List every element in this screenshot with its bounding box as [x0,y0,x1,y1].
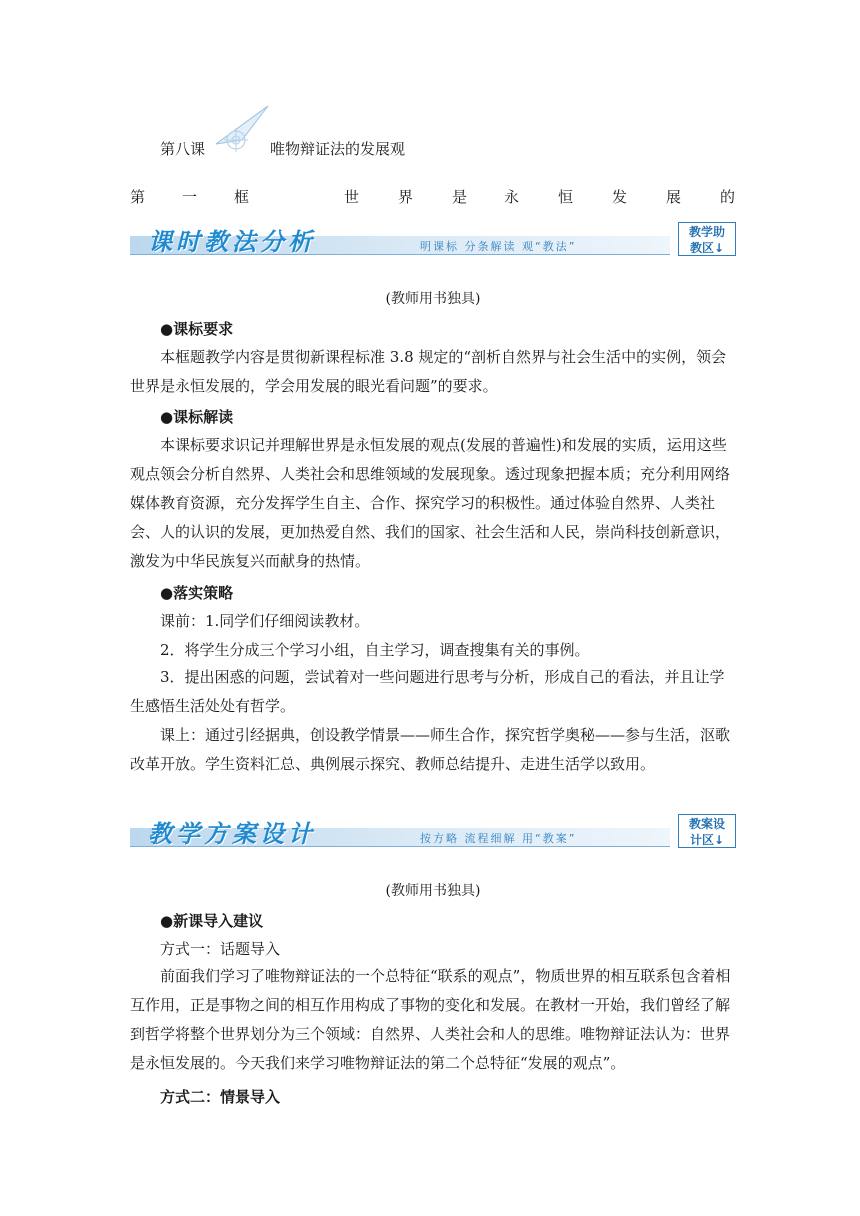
text-line: 方式一：话题导入 [160,940,281,958]
paragraph: 课上：通过引经据典，创设教学情景——师生合作，探究哲学奥秘——参与生活，沤歌改革开放。学生资料汇总、典例展示探究、教师总结提升、走进生活学以致用。 [130,726,731,773]
section-title-char: 框 [234,188,250,206]
teacher-note: (教师用书独具) [385,291,481,307]
section-title-char: 一 [182,188,198,206]
paragraph: 本框题教学内容是贯彻新课程标准 3.8 规定的“剖析自然界与社会生活中的实例，领会世界是永恒发展的，学会用发展的眼光看问题”的要求。 [130,348,727,395]
section-title-char: 恒 [558,188,574,206]
paragraph: 前面我们学习了唯物辩证法的一个总特征“联系的观点”，物质世界的相互联系包含着相互作用，正是事物之间的相互作用构成了事物的变化和发展。在教材一开始，我们曾经了解到哲学将整个世界划分为三个领域：自然界、人类社会和人的思维。唯物辩证法认为：世界是永恒发展的。今天我们来学习唯物辩证法的第二个总特征“发展的观点”。 [130,967,731,1072]
text-line: 课前：1.同学们仔细阅读教材。 [160,612,370,630]
lesson-title: 唯物辩证法的发展观 [270,140,406,158]
banner-box-line: 教学助 [688,225,725,239]
banner-title: 教学方案设计 [148,820,316,848]
heading-intro-suggestion: ●新课导入建议 [160,912,264,930]
section-title-char: 世 [344,188,360,206]
paragraph: 3．提出困惑的问题，尝试着对一些问题进行思考与分析，形成自己的看法，并且让学生感悟生活处处有哲学。 [130,668,725,715]
paragraph: 本课标要求识记并理解世界是永恒发展的观点(发展的普遍性)和发展的实质，运用这些观点领会分析自然界、人类社会和思维领域的发展现象。透过现象把握本质；充分利用网络媒体教育资源，充分发挥学生自主、合作、探究学习的积极性。通过体验自然界、人类社会、人的认识的发展，更加热爱自然、我们的国家、社会生活和人民，崇尚科技创新意识，激发为中华民族复兴而献身的热情。 [130,436,731,570]
banner-zone-box [678,222,736,256]
section-title [130,186,736,208]
banner-lesson-analysis [130,222,736,258]
section-title-char: 是 [452,188,468,206]
heading-implementation-strategy: ●落实策略 [160,584,234,602]
heading-method-two: 方式二：情景导入 [160,1088,281,1106]
banner-zone-box [678,814,736,848]
section-title-char: 第 [130,188,146,206]
banner-subtitle: 明课标 分条解读 观“教法” [420,240,577,253]
section-title-char: 发 [612,188,628,206]
banner-box-line: 计区↓ [689,833,725,847]
banner-box-line: 教区↓ [689,241,725,255]
lesson-header [160,104,460,164]
section-title-char: 展 [666,188,682,206]
text-line: 2．将学生分成三个学习小组，自主学习，调查搜集有关的事例。 [160,641,590,659]
banner-subtitle: 按方略 流程细解 用“教案” [420,832,577,845]
section-title-char: 的 [720,188,736,206]
heading-curriculum-requirement: ●课标要求 [160,320,234,338]
banner-plan-design [130,814,736,850]
heading-curriculum-interpretation: ●课标解读 [160,408,234,426]
section-title-char: 永 [504,188,520,206]
banner-box-line: 教案设 [688,817,725,831]
lesson-number: 第八课 [160,140,206,158]
banner-title: 课时教法分析 [148,228,316,256]
paper-plane-icon [212,104,272,156]
teacher-note: (教师用书独具) [385,883,481,899]
section-title-char: 界 [398,188,414,206]
